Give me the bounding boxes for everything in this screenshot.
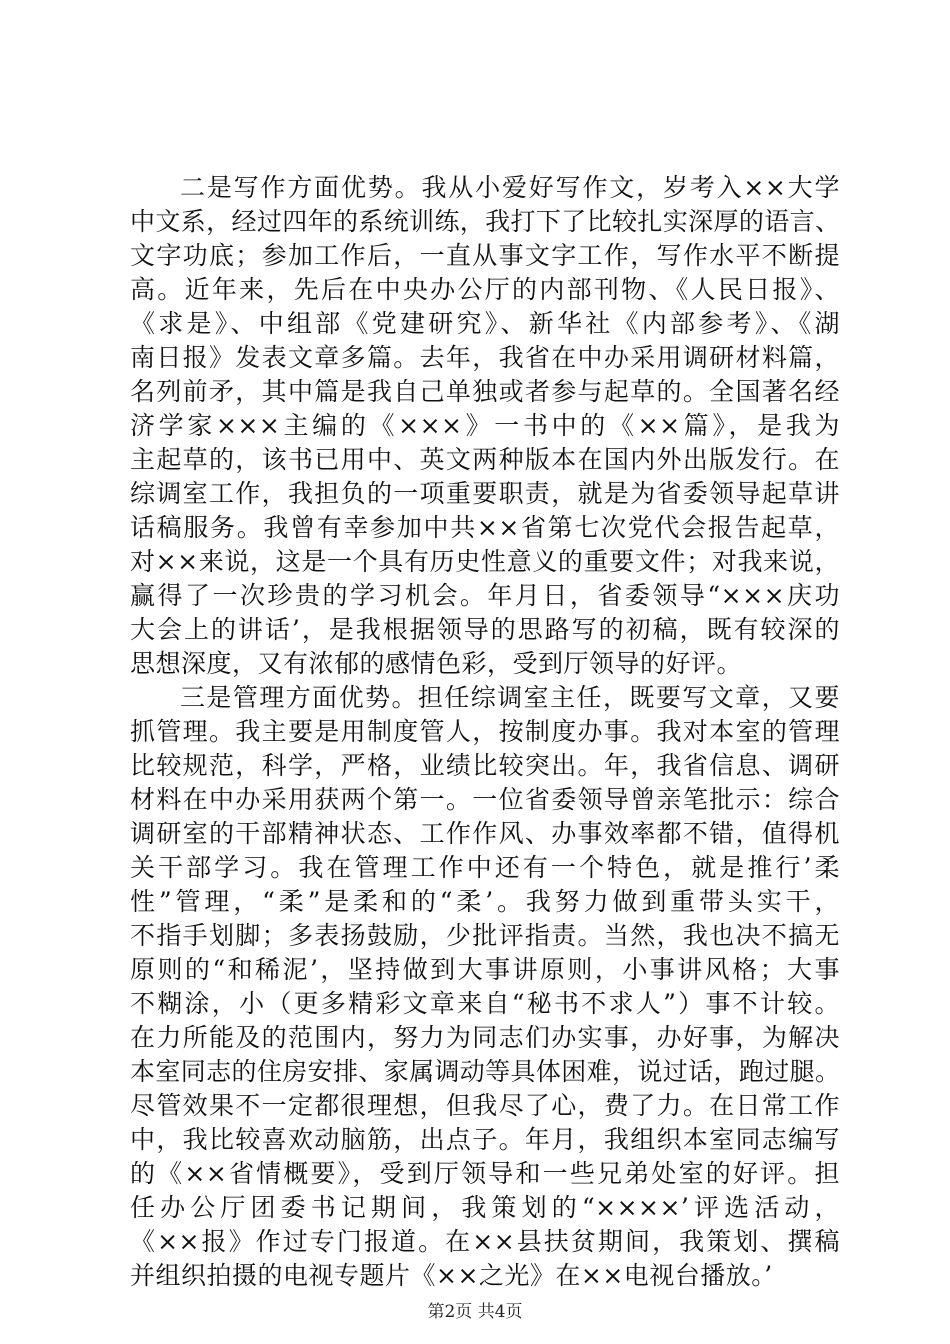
- paragraph-1-line: 综调室工作，我担负的一项重要职责，就是为省委领导起草讲: [130, 479, 840, 508]
- paragraph-1-line: 主起草的，该书已用中、英文两种版本在国内外出版发行。在: [130, 445, 840, 474]
- paragraph-1-line: 赢得了一次珍贵的学习机会。年月日，省委领导“×××庆功: [130, 581, 840, 610]
- paragraph-1-line: 中文系，经过四年的系统训练，我打下了比较扎实深厚的语言、: [130, 207, 840, 236]
- paragraph-2-line: 不指手划脚；多表扬鼓励，少批评指责。当然，我也决不搞无: [130, 921, 840, 950]
- paragraph-2-line: 的《××省情概要》，受到厅领导和一些兄弟处室的好评。担: [130, 1159, 840, 1188]
- paragraph-2-line: 任办公厅团委书记期间，我策划的“××××’评选活动，: [130, 1193, 840, 1222]
- paragraph-2-line: 本室同志的住房安排、家属调动等具体困难，说过话，跑过腿。: [130, 1057, 840, 1086]
- paragraph-2-line: 调研室的干部精神状态、工作作风、办事效率都不错，值得机: [130, 819, 840, 848]
- paragraph-1-line: 文字功底；参加工作后，一直从事文字工作，写作水平不断提: [130, 241, 840, 270]
- paragraph-2-line: 《××报》作过专门报道。在××县扶贫期间，我策划、撰稿: [130, 1227, 840, 1256]
- paragraph-2-line: 抓管理。我主要是用制度管人，按制度办事。我对本室的管理: [130, 717, 840, 746]
- paragraph-1-line: 大会上的讲话’，是我根据领导的思路写的初稿，既有较深的: [130, 615, 840, 644]
- document-body: [130, 171, 840, 1293]
- paragraph-2-line: 比较规范，科学，严格，业绩比较突出。年，我省信息、调研: [130, 751, 840, 780]
- paragraph-2-line: 在力所能及的范围内，努力为同志们办实事，办好事，为解决: [130, 1023, 840, 1052]
- paragraph-2-line: 材料在中办采用获两个第一。一位省委领导曾亲笔批示：综合: [130, 785, 840, 814]
- paragraph-2-line: 并组织拍摄的电视专题片《××之光》在××电视台播放。’: [130, 1261, 773, 1290]
- paragraph-1-line: 南日报》发表文章多篇。去年，我省在中办采用调研材料篇，: [130, 343, 840, 372]
- paragraph-1-line: 《求是》、中组部《党建研究》、新华社《内部参考》、《湖: [130, 309, 840, 338]
- paragraph-1-line: 名列前矛，其中篇是我自己单独或者参与起草的。全国著名经: [130, 377, 840, 406]
- paragraph-1-line: 话稿服务。我曾有幸参加中共××省第七次党代会报告起草，: [130, 513, 840, 542]
- paragraph-1-line: 思想深度，又有浓郁的感情色彩，受到厅领导的好评。: [130, 649, 743, 678]
- paragraph-2-line: 三是管理方面优势。担任综调室主任，既要写文章，又要: [180, 683, 840, 712]
- paragraph-2-line: 不糊涂，小（更多精彩文章来自“秘书不求人”）事不计较。: [130, 989, 840, 1018]
- paragraph-2-line: 关干部学习。我在管理工作中还有一个特色，就是推行’柔: [130, 853, 840, 882]
- paragraph-2-line: 中，我比较喜欢动脑筋，出点子。年月，我组织本室同志编写: [130, 1125, 840, 1154]
- paragraph-2-line: 性”管理，“柔”是柔和的“柔’。我努力做到重带头实干，: [130, 887, 840, 916]
- page-number-footer: 第2页 共4页: [427, 1302, 523, 1322]
- paragraph-1-line: 济学家×××主编的《×××》一书中的《××篇》，是我为: [130, 411, 840, 440]
- paragraph-1-line: 对××来说，这是一个具有历史性意义的重要文件；对我来说，: [130, 547, 840, 576]
- paragraph-2-line: 尽管效果不一定都很理想，但我尽了心，费了力。在日常工作: [130, 1091, 840, 1120]
- paragraph-2-line: 原则的“和稀泥’，坚持做到大事讲原则，小事讲风格；大事: [130, 955, 840, 984]
- paragraph-1-line: 高。近年来，先后在中央办公厅的内部刊物、《人民日报》、: [130, 275, 840, 304]
- paragraph-1-line: 二是写作方面优势。我从小爱好写作文，岁考入××大学: [180, 173, 840, 202]
